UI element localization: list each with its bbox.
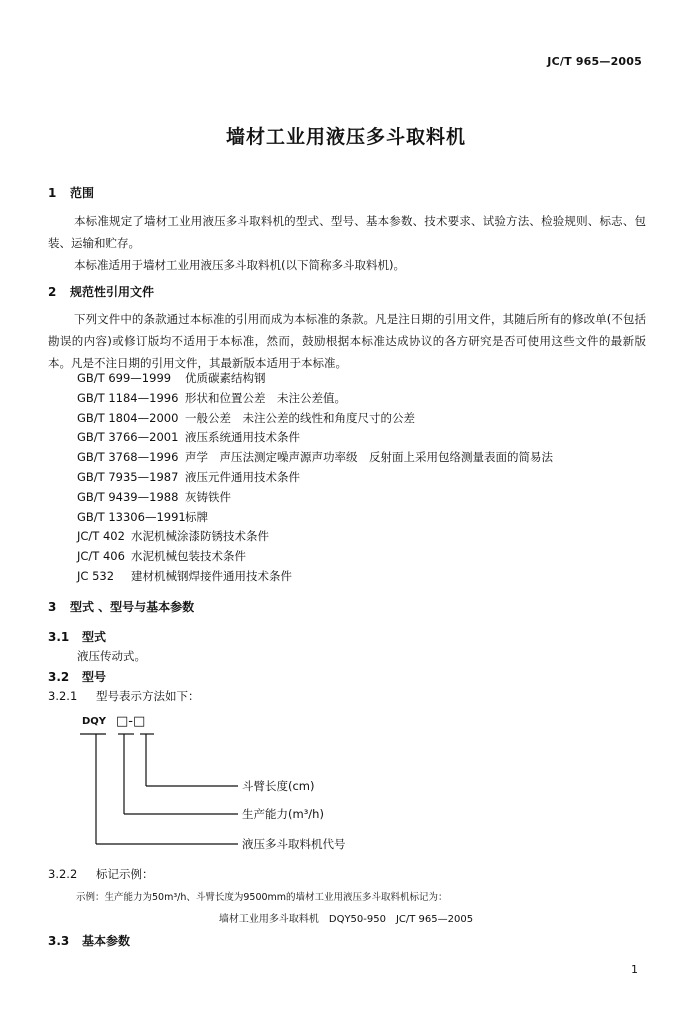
reference-code: GB/T 7935—1987 <box>77 470 179 484</box>
model-prefix: DQY <box>82 716 107 727</box>
section-text: 标记示例： <box>96 867 154 881</box>
section-3-2-1-line <box>48 688 200 705</box>
section-3-1-text: 液压传动式。 <box>77 649 146 663</box>
reference-item <box>77 390 346 406</box>
section-3-2-2-line <box>48 866 154 883</box>
section-3-heading <box>48 598 194 615</box>
section-text: 型号表示方法如下： <box>96 689 200 703</box>
section-2-heading <box>48 283 154 300</box>
reference-code: GB/T 3768—1996 <box>77 450 179 465</box>
reference-title: 液压元件通用技术条件 <box>185 470 300 484</box>
section-number: 3 <box>48 600 57 614</box>
reference-code: JC/T 406 <box>77 549 125 564</box>
reference-title: 优质碳素结构钢 <box>185 371 266 385</box>
reference-title: 灰铸铁件 <box>185 489 231 504</box>
reference-code: GB/T 699—1999 <box>77 371 172 385</box>
reference-title: 水泥机械包装技术条件 <box>131 549 246 564</box>
reference-title: 建材机械钢焊接件通用技术条件 <box>131 569 292 583</box>
page-number: 1 <box>631 963 638 976</box>
reference-title: 一般公差 未注公差的线性和角度尺寸的公差 <box>185 410 415 425</box>
document-title: 墙材工业用液压多斗取料机 <box>225 126 466 148</box>
reference-title: 标牌 <box>185 509 208 524</box>
reference-code: GB/T 1184—1996 <box>77 390 179 405</box>
reference-item <box>77 568 292 584</box>
reference-code: GB/T 9439—1988 <box>77 489 179 504</box>
section-number: 3.1 <box>48 630 70 644</box>
section-3-1-heading <box>48 628 106 645</box>
reference-title: 水泥机械涂漆防锈技术条件 <box>131 529 269 544</box>
section-number: 3.3 <box>48 934 70 948</box>
reference-title: 形状和位置公差 未注公差值。 <box>185 390 346 405</box>
section-3-3-heading <box>48 932 130 949</box>
section-number: 3.2.2 <box>48 867 78 881</box>
reference-code: JC 532 <box>77 569 115 583</box>
section-number: 3.2 <box>48 670 70 684</box>
designation-lines <box>78 716 398 856</box>
reference-code: GB/T 13306—1991 <box>77 509 186 524</box>
reference-item <box>77 489 231 505</box>
reference-title: 声学 声压法测定噪声源声功率级 反射面上采用包络测量表面的简易法 <box>185 450 553 465</box>
section-number: 3.2.1 <box>48 689 78 703</box>
model-placeholder-boxes: □-□ <box>116 714 146 729</box>
section-title: 型式 <box>82 630 107 644</box>
section-2-paragraph: 下列文件中的条款通过本标准的引用而成为本标准的条款。凡是注日期的引用文件，其随后所有的修改单(不包括勘误的内容)或修订版均不适用于本标准，然而，鼓励根据本标准达成协议的各方研究是否可使用这些文件的最新版本。凡是不注日期的引用文件，其最新版本适用于本标准。 <box>48 312 646 370</box>
label-machine-code: 液压多斗取料机代号 <box>242 837 346 851</box>
section-3-2-heading <box>48 668 106 685</box>
section-1-paragraph-2: 本标准适用于墙材工业用液压多斗取料机(以下简称多斗取料机)。 <box>74 258 405 272</box>
reference-item <box>77 469 300 485</box>
reference-title: 液压系统通用技术条件 <box>185 430 300 445</box>
section-1-heading <box>48 184 94 201</box>
reference-item <box>77 370 266 386</box>
standard-number: JC/T 965—2005 <box>547 55 642 68</box>
label-capacity: 生产能力(m³/h) <box>242 807 324 821</box>
section-title: 基本参数 <box>82 934 131 948</box>
reference-item <box>77 528 269 544</box>
model-designation-diagram <box>78 716 398 856</box>
marking-example: 墙材工业用多斗取料机 DQY50-950 JC/T 965—2005 <box>218 914 474 925</box>
reference-item <box>77 509 208 525</box>
section-title: 范围 <box>70 186 95 200</box>
section-1-paragraph-1: 本标准规定了墙材工业用液压多斗取料机的型式、型号、基本参数、技术要求、试验方法、检验规则、标志、包装、运输和贮存。 <box>48 214 646 250</box>
reference-item <box>77 429 300 445</box>
marking-example-text: 示例：生产能力为50m³/h、斗臂长度为9500mm的墙材工业用液压多斗取料机标记为： <box>76 892 448 903</box>
reference-code: JC/T 402 <box>77 529 125 544</box>
label-arm-length: 斗臂长度(cm) <box>242 779 315 793</box>
section-number: 1 <box>48 186 57 200</box>
reference-code: GB/T 1804—2000 <box>77 410 179 425</box>
reference-item <box>77 548 246 564</box>
section-title: 型号 <box>82 670 107 684</box>
section-title: 规范性引用文件 <box>70 285 155 299</box>
reference-code: GB/T 3766—2001 <box>77 430 179 445</box>
section-number: 2 <box>48 285 57 299</box>
reference-item <box>77 449 553 465</box>
section-title: 型式 、型号与基本参数 <box>70 600 195 614</box>
reference-item <box>77 410 415 426</box>
